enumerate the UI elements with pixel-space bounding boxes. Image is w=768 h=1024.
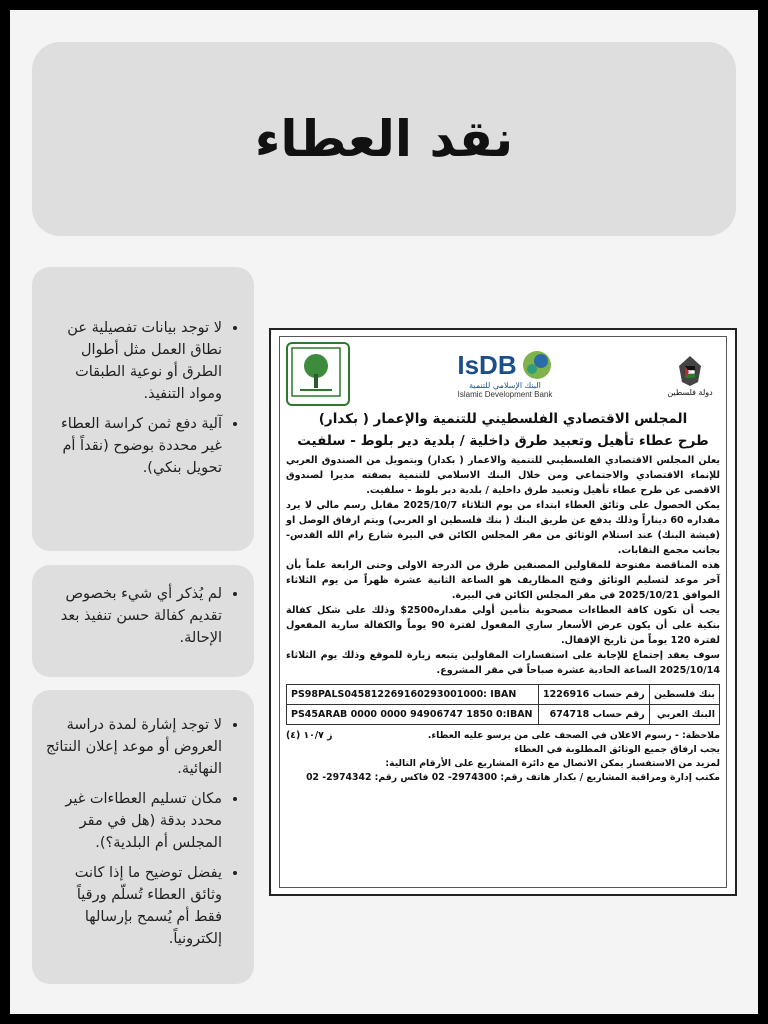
account-number: رقم حساب 1226916 (538, 685, 649, 705)
iban: PS45ARAB 0000 0000 94906747 1850 0:IBAN (287, 705, 539, 725)
palestine-emblem (660, 352, 720, 397)
ad-notes (286, 729, 720, 785)
critique-item: • لا توجد بيانات تفصيلية عن نطاق العمل مثل أطوال الطرق أو نوعية الطبقات ومواد التنفيذ. (46, 317, 222, 405)
page (10, 10, 758, 1014)
ad-heading: المجلس الاقتصادي الفلسطيني للتنمية والإعمار ( بكدار) (318, 411, 688, 427)
ad-subheading: طرح عطاء تأهيل وتعبيد طرق داخلية / بلدية دير بلوط - سلفيت (297, 433, 709, 449)
eagle-emblem-icon (673, 352, 707, 388)
critique-item: • لم يُذكر أي شيء بخصوص تقديم كفالة حسن تنفيذ بعد الإحالة. (46, 583, 222, 649)
bank-name: بنك فلسطين (649, 685, 719, 705)
isdb-logo-text: IsDB (457, 349, 517, 380)
note-contact: مكتب إدارة ومراقبة المشاريع / بكدار هاتف رقم: 2974300- 02 فاكس رقم: 2974342- 02 (306, 772, 720, 783)
ad-paragraph: يجب أن تكون كافة العطاءات مصحوبة بتأمين أولي مقداره2500$ وذلك على شكل كفالة بنكية على أن يكون عرض الأسعار ساري المفعول لفترة 90 يوماً والكفالة سارية المفعول لفترة 120 يوماً من تاريخ الإقفال. (286, 605, 721, 646)
note-fees: ملاحظة: - رسوم الاعلان في الصحف على من يرسو عليه العطاء. (427, 730, 720, 741)
critique-card-3 (32, 690, 254, 984)
table-row (287, 685, 720, 705)
page-title: نقد العطاء (254, 110, 514, 168)
ad-paragraph: هذه المناقصة مفتوحة للمقاولين المصنفين طرق من الدرجة الاولى وحتى الرابعة علماً بأن آخر موعد لتسليم الوثائق وفتح المظاريف هو الساعة الثانية عشرة ظهراً من يوم الثلاثاء الموافق 2025/10/21 في مقر المجلس الكائن في البيرة. (286, 560, 720, 601)
ad-code: ز ١٠/٧ (٤) (286, 730, 333, 741)
critique-card-1 (32, 267, 254, 551)
iban: PS98PALS045812269160293001000: IBAN (287, 685, 539, 705)
critique-item: • يفضل توضيح ما إذا كانت وثائق العطاء تُسلّم ورقياً فقط أم يُسمح بإرسالها إلكترونياً. (46, 862, 222, 950)
ad-paragraph: يمكن الحصول على وثائق العطاء ابتداء من يوم الثلاثاء 2025/10/7 مقابل رسم مالي لا يرد مقداره 60 ديناراً وذلك يدفع عن طريق البنك ( بنك فلسطين او العربي) ويتم ارفاق الوصل او (فيشة البنك) عند استلام الوثائق من مقر المجلس الكائن في البيرة شارع رام الله القدس- بجانب مجمع النقابات. (286, 500, 721, 556)
account-number: رقم حساب 674718 (538, 705, 649, 725)
bank-accounts-table (286, 684, 720, 725)
bank-name: البنك العربي (649, 705, 719, 725)
critique-card-2 (32, 565, 254, 677)
isdb-logo (457, 349, 552, 399)
isdb-arabic-name: البنك الإسلامي للتنمية (469, 381, 541, 390)
critique-item: • مكان تسليم العطاءات غير محدد بدقة (هل في مقر المجلس أم البلدية؟). (46, 788, 222, 854)
tender-advertisement (269, 328, 737, 896)
isdb-english-name: Islamic Development Bank (457, 390, 553, 399)
title-banner (32, 42, 736, 236)
state-label: دولة فلسطين (667, 387, 713, 397)
note-inquiries: لمزيد من الاستفسار يمكن الاتصال مع دائرة المشاريع على الأرقام التالية: (385, 758, 720, 769)
logo-row (286, 341, 720, 407)
ad-paragraph: سوف يعقد إجتماع للإجابة على استفسارات المقاولين يتبعه زيارة للموقع وذلك يوم الثلاثاء 2025/10/14 الساعة الحادية عشرة صباحاً في مقر المشروع. (286, 650, 720, 676)
ad-paragraph: يعلن المجلس الاقتصادي الفلسطيني للتنمية والاعمار ( بكدار) وبتمويل من الصندوق العربي للإنماء الاقتصادي والاجتماعي ومن خلال البنك الاسلامي للتنمية بصفته مديرا لصندوق الاقصى عن طرح عطاء تأهيل وتعبيد طرق داخلية / بلدية دير بلوط - سلفيت. (286, 455, 720, 496)
critique-item: • آلية دفع ثمن كراسة العطاء غير محددة بوضوح (نقداً أم تحويل بنكي). (46, 413, 222, 479)
table-row (287, 705, 720, 725)
isdb-globe-icon (521, 349, 553, 381)
note-documents: يجب ارفاق جميع الوثائق المطلوبة في العطاء (514, 744, 720, 755)
pecdar-tree-logo-icon (286, 342, 350, 406)
critique-item: • لا توجد إشارة لمدة دراسة العروض أو موعد إعلان النتائج النهائية. (46, 714, 222, 780)
